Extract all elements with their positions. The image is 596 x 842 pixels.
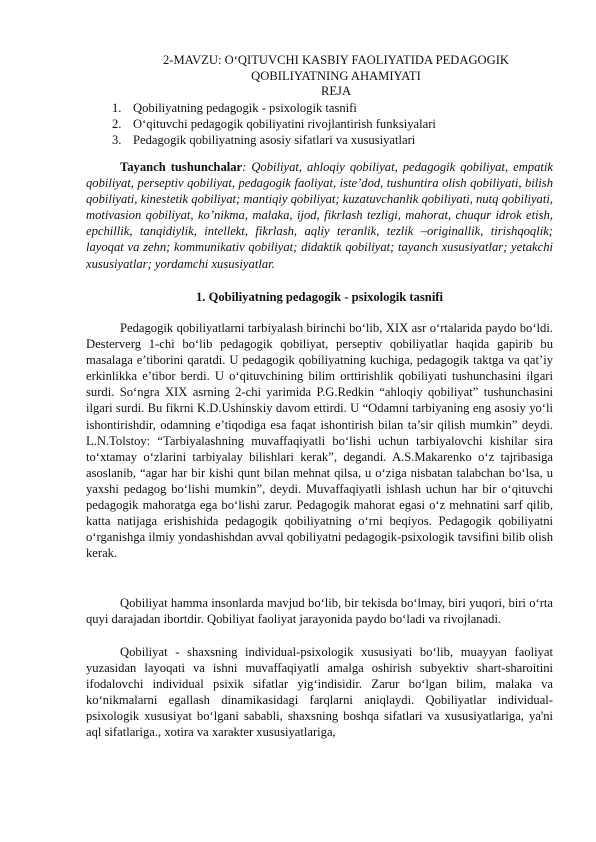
plan-item-text: Qobiliyatning pedagogik - psixologik tasnifi [133,101,357,115]
plan-item-number: 1. [112,101,122,115]
section-heading: 1. Qobiliyatning pedagogik - psixologik tasnifi [195,290,444,304]
page-title [110,52,562,84]
plan-item-number: 3. [112,133,122,148]
body-paragraph: Qobiliyat hamma insonlarda mavjud bo‘lib, bir tekisda bo‘lmay, biri yuqori, biri o‘rta quyi darajadan ibortdir. Qobiliyat faoliyat jarayonida paydo bo‘ladi va rivojlanadi. [86,596,553,627]
plan-item-number: 2. [112,117,122,132]
title-line-2: QOBILIYATNING AHAMIYATI [251,69,421,83]
plan-item [112,116,436,132]
keywords-paragraph [86,159,553,272]
title-line-1: 2-MAVZU: O‘QITUVCHI KASBIY FAOLIYATIDA PEDAGOGIK [162,53,510,67]
keywords-list: : Qobiliyat, ahloqiy qobiliyat, pedagogik qobiliyat, empatik qobiliyat, perseptiv qobiliyat, pedagogik faoliyat, iste’dod, tushuntira olish qobiliyati, bilish qobiliyati, kinestetik qobiliyat; mantiqiy qobiliyat; kuzatuvchanlik qobiliyati, nutq qobiliyati, motivasion qobiliyat, ko’nikma, malaka, ijod, fikrlash tezligi, mahorat, chuqur idrok etish, epchillik, tanqidiylik, intellekt, fikrlash, aqliy teranlik, tezlik –originallik, tirishqoqlik; layoqat va zehn; kommunikativ qobiliyat; didaktik qobiliyat; tayanch xususiyatlar; yetakchi xususiyatlar; yordamchi xususiyatlar. [86,160,553,271]
keywords-label: Tayanch tushunchalar [120,160,243,174]
body-paragraph: Qobiliyat - shaxsning individual-psixologik xususiyati bo‘lib, muayyan faoliyat yuzasidan layoqati va ishni muvaffaqiyatli amalga oshirish subyektiv shart-sharoitini ifodalovchi individual psixik sifatlar yig‘indisidir. Zarur bo‘lgan bilim, malaka va ko‘nikmalarni egallash dinamikasidagi farqlarni aniqlaydi. Qobiliyatlar individual-psixologik xususiyat bo‘lgani sababli, shaxsning boshqa sifatlari va xususiyatlariga, ya'ni aql sifatlariga., xotira va xarakter xususiyatlariga, [86,645,553,740]
plan-item-text: Pedagogik qobiliyatning asosiy sifatlari va xususiyatlari [133,133,416,148]
plan-heading: REJA [320,84,352,98]
plan-item-text: O‘qituvchi pedagogik qobiliyatini rivojlantirish funksiyalari [133,117,436,132]
plan-item [112,100,436,116]
plan-item [112,132,436,148]
body-paragraph: Pedagogik qobiliyatlarni tarbiyalash birinchi bo‘lib, XIX asr o‘rtalarida paydo bo‘ldi. Desterverg 1-chi bo‘lib pedagogik qobiliyat, perseptiv qobiliyatlar haqida gapirib bu masalaga e’tiborini qaratdi. U pedagogik qobiliyatning kuchiga, pedagogik taktga va qat’iy erkinlikka e’tibor berdi. U o‘qituvchining bilim orttirishlik qobiliyati tushunchasini ilgari surdi. So‘ngra XIX asrning 2-chi yarimida P.G.Redkin “ahloqiy qobiliyat” tushunchasini ilgari surdi. Bu fikrni K.D.Ushinskiy davom ettirdi. U “Odamni tarbiyaning eng asosiy yo‘li ishontirishdir, odamning e’tiqodiga esa faqat ishontirish bilan ta’sir qilish mumkin” deydi. L.N.Tolstoy: “Tarbiyalashning muvaffaqiyatli bo‘lishi uchun tarbiyalovchi kishilar sira to‘xtamay o‘zlarini tarbiyalay bilishlari kerak”, degandi. A.S.Makarenko o‘z tajribasiga asoslanib, “agar har bir kishi qunt bilan mehnat qilsa, u o‘ziga nisbatan talabchan bo‘lsa, u yaxshi pedagog bo‘lishi mumkin”, deydi. Muvaffaqiyatli ishlash uchun har bir o‘qituvchi pedagogik mahoratga ega bo‘lishi zarur. Pedagogik mahorat egasi o‘z mehnatini sarf qilib, katta natijaga erishishida pedagogik qobiliyatning o‘rni beqiyos. Pedagogik qobiliyatni o‘rganishga ilmiy yondashishdan avval qobiliyatni pedagogik-psixologik tavsifini bilib olish kerak. [86,321,553,561]
plan-list [112,100,436,149]
